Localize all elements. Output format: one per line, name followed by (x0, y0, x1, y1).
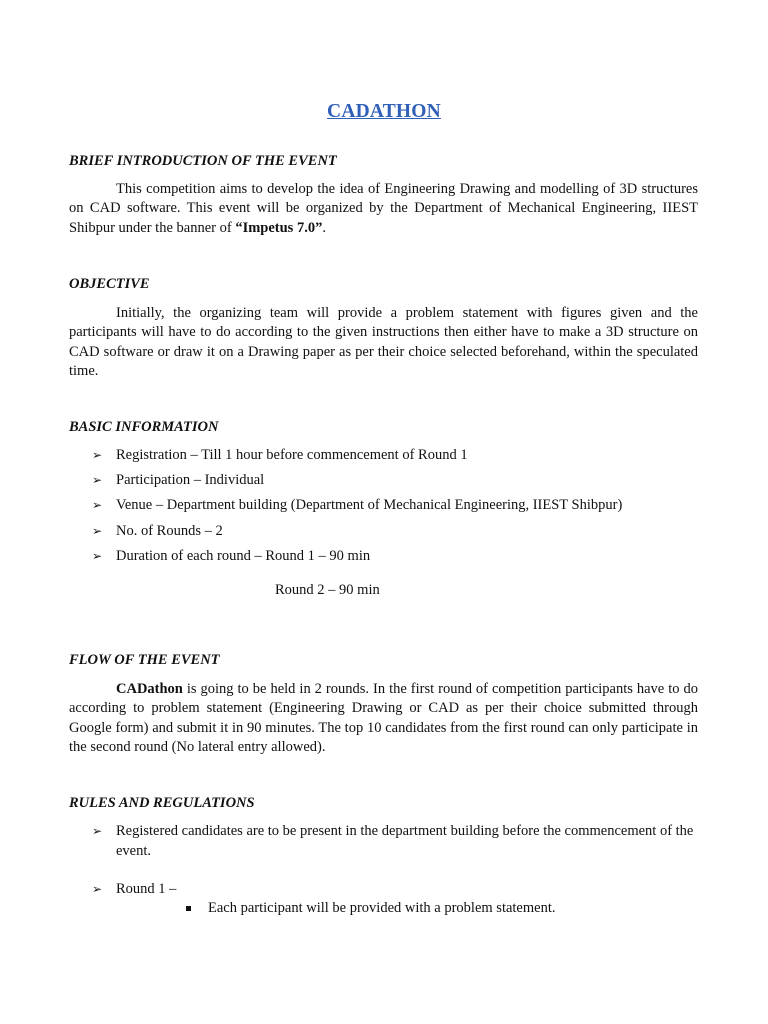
sub-list-item-text: Each participant will be provided with a problem statement. (208, 900, 556, 916)
basic-info-heading: BASIC INFORMATION (69, 419, 219, 435)
intro-heading: BRIEF INTRODUCTION OF THE EVENT (69, 153, 337, 169)
list-item (92, 547, 698, 567)
arrow-bullet-icon: ➢ (92, 524, 103, 538)
flow-paragraph (69, 680, 698, 757)
arrow-bullet-icon: ➢ (92, 882, 103, 896)
arrow-bullet-icon: ➢ (92, 498, 103, 512)
list-item (92, 446, 698, 466)
objective-heading: OBJECTIVE (69, 276, 150, 292)
arrow-bullet-icon: ➢ (92, 473, 103, 487)
list-item-text: Registration – Till 1 hour before commencement of Round 1 (116, 447, 468, 463)
list-item (92, 471, 698, 491)
intro-text: This competition aims to develop the idea of Engineering Drawing and modelling of 3D structures on CAD software. This event will be organized by the Department of Mechanical Engineering, IIEST Shibpur under the banner of (69, 181, 698, 236)
sub-list-item (186, 899, 698, 919)
rules-heading: RULES AND REGULATIONS (69, 795, 255, 811)
list-item-text: Duration of each round – Round 1 – 90 min (116, 548, 371, 564)
list-item-text: Round 1 – (116, 881, 177, 897)
intro-text-end: . (322, 219, 326, 236)
arrow-bullet-icon: ➢ (92, 448, 103, 462)
list-item-text: No. of Rounds – 2 (116, 523, 223, 539)
intro-paragraph (69, 180, 698, 238)
flow-heading: FLOW OF THE EVENT (69, 652, 220, 668)
list-item-text: Registered candidates are to be present in the department building before the commencement of the event. (116, 823, 694, 859)
arrow-bullet-icon: ➢ (92, 824, 103, 838)
square-bullet-icon (186, 906, 191, 911)
flow-bold-text: CADathon (116, 681, 183, 697)
round2-duration: Round 2 – 90 min (275, 582, 380, 598)
list-item (92, 496, 698, 516)
arrow-bullet-icon: ➢ (92, 549, 103, 563)
list-item (92, 880, 698, 900)
document-title: CADATHON (327, 101, 441, 122)
flow-text: is going to be held in 2 rounds. In the first round of competition participants have to do according to problem statement (Engineering Drawing or CAD as per their choice submitted through Google form) and submit it in 90 minutes. The top 10 candidates from the first round can only participate in the second round (No lateral entry allowed). (69, 681, 698, 755)
list-item-text: Venue – Department building (Department of Mechanical Engineering, IIEST Shibpur) (116, 497, 623, 513)
list-item-text: Participation – Individual (116, 472, 265, 488)
objective-paragraph: Initially, the organizing team will provide a problem statement with figures given and the participants will have to do according to the given instructions then either have to make a 3D structure on CAD software or draw it on a Drawing paper as per their choice selected beforehand, within the speculated time. (69, 305, 698, 379)
intro-bold-text: “Impetus 7.0” (235, 219, 323, 236)
list-item (92, 822, 698, 861)
list-item (92, 522, 698, 542)
